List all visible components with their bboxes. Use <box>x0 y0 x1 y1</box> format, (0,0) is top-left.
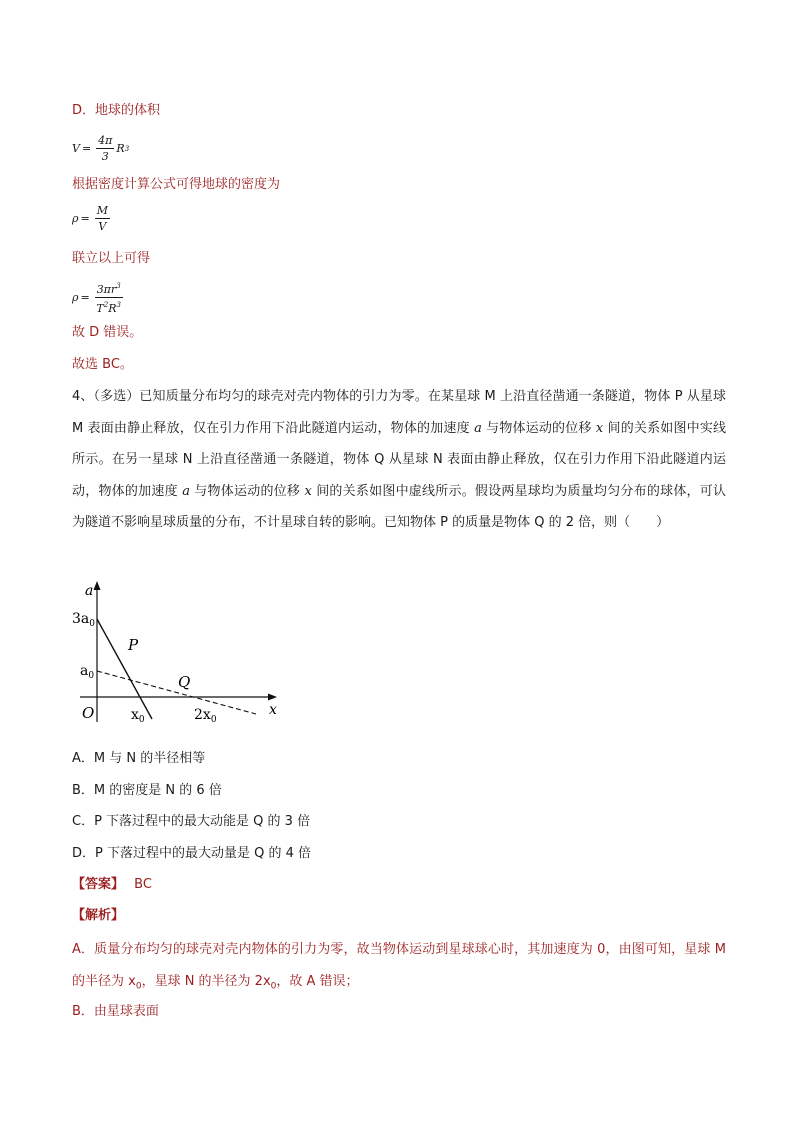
tick-3a0: $3a_0$ <box>72 611 95 629</box>
analysis-label-line <box>72 907 124 925</box>
line-p-solid <box>97 619 152 719</box>
analysis-a-text: A．质量分布均匀的球壳对壳内物体的引力为零，故当物体运动到星球球心时，其加速度为 0，由图可知，星球 M 的半径为 $x_0$，星球 N 的半径为 $2x_0$，故 A 错误； <box>72 942 726 992</box>
choice-text: 故选 BC。 <box>72 357 133 372</box>
density-formula: ρ = $\frac{M}{V}$ <box>72 204 108 233</box>
answer-label: 【答案】 <box>72 877 125 892</box>
option-d-heading: D．地球的体积 <box>72 103 161 118</box>
x-axis-arrow <box>268 694 277 701</box>
tick-a0: $a_0$ <box>80 663 95 681</box>
option-c: C．P 下落过程中的最大动能是 Q 的 3 倍 <box>72 814 311 829</box>
analysis-b-start: B．由星球表面 <box>72 1004 159 1019</box>
acceleration-displacement-graph <box>70 578 290 728</box>
d-conclusion: 故 D 错误。 <box>72 325 143 340</box>
option-b: B．M 的密度是 N 的 6 倍 <box>72 783 222 798</box>
x-axis-label: x <box>269 702 277 718</box>
density-intro: 根据密度计算公式可得地球的密度为 <box>72 177 281 192</box>
volume-formula: V = $\frac{4\pi}{3}$ R 3 <box>72 134 130 163</box>
y-axis-arrow <box>94 581 101 590</box>
answer-line <box>72 876 152 894</box>
origin-label: O <box>82 704 95 722</box>
tick-2x0: $2x_0$ <box>194 707 217 725</box>
tick-x0: $x_0$ <box>131 707 145 725</box>
question-4-text: 4、（多选）已知质量分布均匀的球壳对壳内物体的引力为零。在某星球 M 上沿直径凿通一条隧道，物体 P 从星球 M 表面由静止释放，仅在引力作用下沿此隧道内运动，物体的加速度 a 与物体运动的位移 x 间的关系如图中实线所示。在另一星球 N 上沿直径凿通一条隧道，物体 Q 从星球 N 表面由静止释放，仅在引力作用下沿此隧道内运动，物体的加速度 a 与物体运动的位移 x 间的关系如图中虚线所示。假设两星球均为质量均匀分布的球体，可认为隧道不影响星球质量的分布，不计星球自转的影响。已知物体 P 的质量是物体 Q 的 2 倍，则（ ） <box>72 389 727 530</box>
y-axis-label: a <box>85 583 94 599</box>
line-q-dashed <box>97 671 256 714</box>
label-p: P <box>128 636 139 654</box>
analysis-label: 【解析】 <box>72 908 125 923</box>
option-a: A．M 与 N 的半径相等 <box>72 751 206 766</box>
label-q: Q <box>178 673 191 691</box>
option-d: D．P 下落过程中的最大动量是 Q 的 4 倍 <box>72 846 312 861</box>
combine-text: 联立以上可得 <box>72 251 151 266</box>
result-formula: ρ = $\frac{3\pi r^3}{T^2R^3}$ <box>72 282 121 315</box>
answer-value: BC <box>134 877 152 892</box>
